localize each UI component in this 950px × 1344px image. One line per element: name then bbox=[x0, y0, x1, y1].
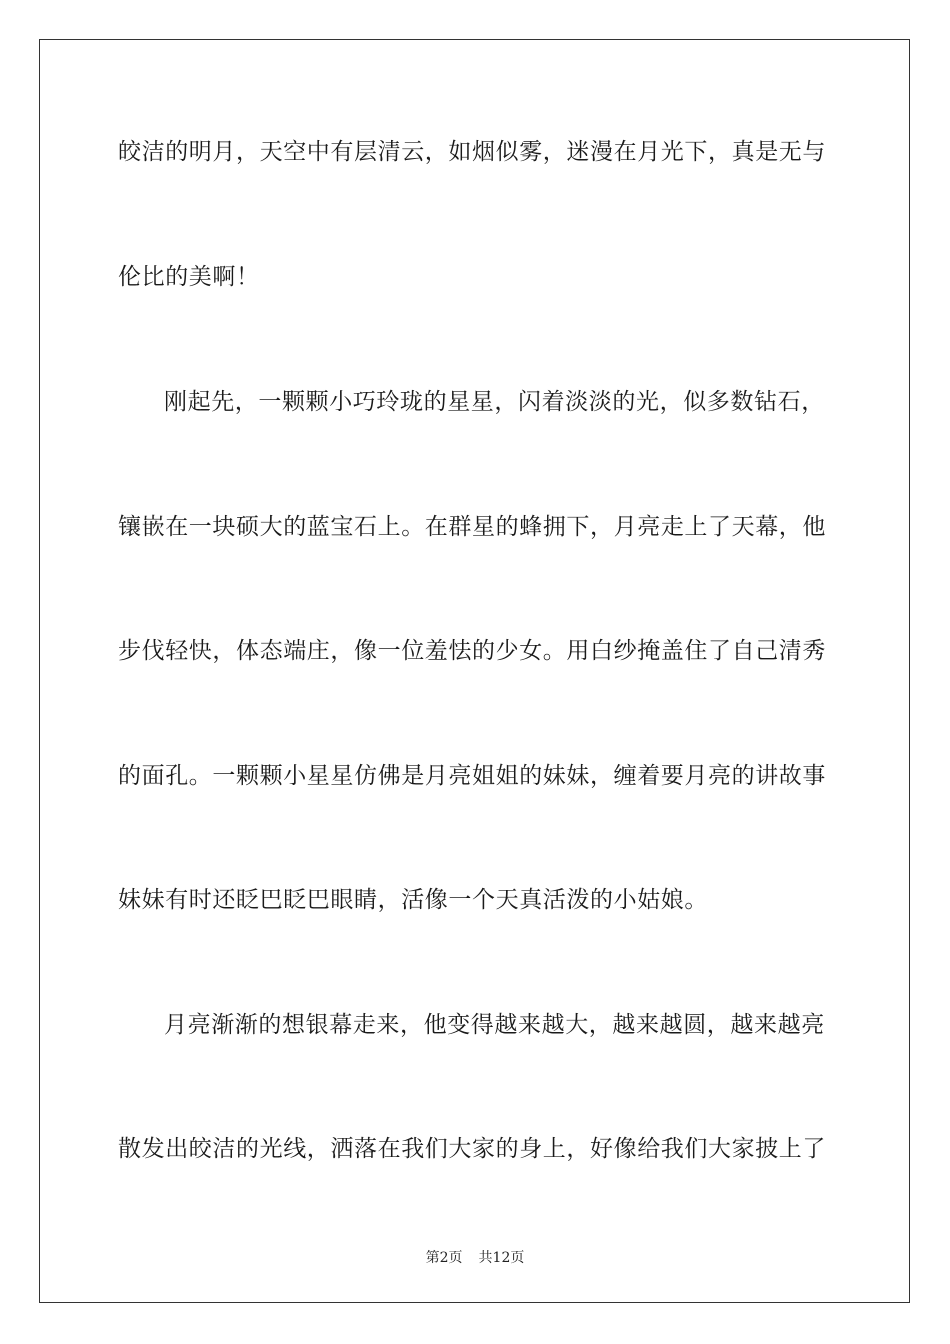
paragraph-first-line: 月亮渐渐的想银幕走来，他变得越来越大，越来越圆，越来越亮 bbox=[164, 1012, 825, 1038]
page-footer bbox=[0, 1247, 950, 1267]
text-line: 妹妹有时还眨巴眨巴眼睛，活像一个天真活泼的小姑娘。 bbox=[118, 887, 708, 913]
page-frame bbox=[39, 39, 910, 1303]
page-number: 第2页 bbox=[425, 1250, 463, 1266]
text-line: 镶嵌在一块硕大的蓝宝石上。在群星的蜂拥下，月亮走上了天幕，他 bbox=[118, 514, 826, 540]
text-line: 伦比的美啊！ bbox=[118, 264, 260, 290]
text-line: 散发出皎洁的光线，洒落在我们大家的身上，好像给我们大家披上了 bbox=[118, 1136, 826, 1162]
page-total: 共12页 bbox=[478, 1250, 525, 1266]
text-line: 皎洁的明月，天空中有层清云，如烟似雾，迷漫在月光下，真是无与 bbox=[118, 139, 826, 165]
text-line: 步伐轻快，体态端庄，像一位羞怯的少女。用白纱掩盖住了自己清秀 bbox=[118, 638, 826, 664]
paragraph-first-line: 刚起先，一颗颗小巧玲珑的星星，闪着淡淡的光，似多数钻石， bbox=[164, 389, 825, 415]
text-line: 的面孔。一颗颗小星星仿佛是月亮姐姐的妹妹，缠着要月亮的讲故事 bbox=[118, 763, 826, 789]
